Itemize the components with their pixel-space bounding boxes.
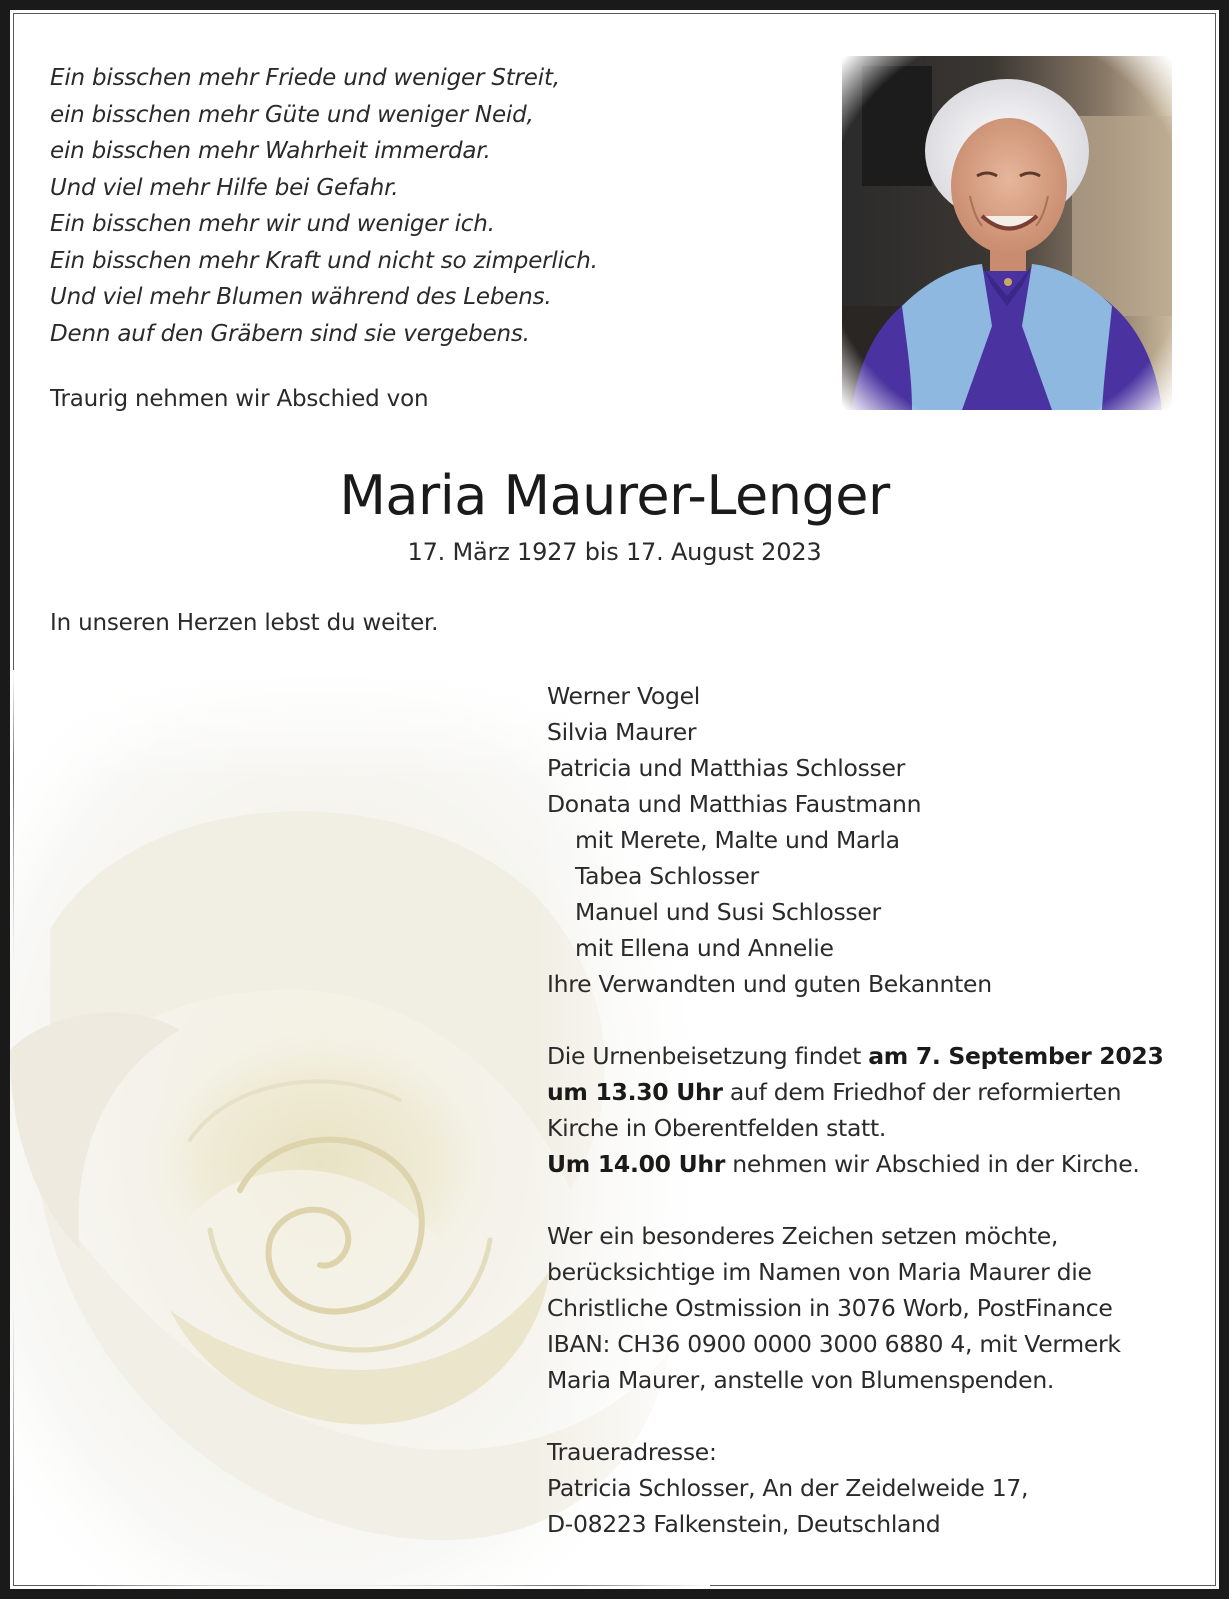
poem-line: Und viel mehr Hilfe bei Gefahr. bbox=[50, 174, 399, 201]
service-text: auf dem Friedhof der reformierten bbox=[722, 1078, 1122, 1106]
poem-line: Ein bisschen mehr wir und weniger ich. bbox=[50, 211, 495, 237]
portrait-photo bbox=[842, 56, 1172, 410]
address-line: D-08223 Falkenstein, Deutschland bbox=[547, 1510, 941, 1538]
service-text: nehmen wir Abschied in der Kirche. bbox=[725, 1150, 1140, 1178]
donation-line: berücksichtige im Namen von Maria Maurer die bbox=[547, 1258, 1092, 1286]
mourner-name: Patricia und Matthias Schlosser bbox=[547, 754, 906, 782]
donation-line: Maria Maurer, anstelle von Blumenspenden. bbox=[547, 1366, 1055, 1394]
mourner-name: Tabea Schlosser bbox=[575, 862, 759, 890]
poem-line: ein bisschen mehr Güte und weniger Neid, bbox=[50, 101, 534, 128]
mourner-name: Donata und Matthias Faustmann bbox=[547, 790, 922, 818]
poem-line: Und viel mehr Blumen während des Lebens. bbox=[50, 284, 552, 310]
service-date: am 7. September 2023 bbox=[868, 1042, 1164, 1070]
closing-sentence: In unseren Herzen lebst du weiter. bbox=[50, 610, 439, 636]
service-text: Die Urnenbeisetzung findet bbox=[547, 1042, 869, 1070]
poem bbox=[50, 60, 598, 352]
service-line bbox=[547, 1146, 1164, 1182]
deceased-name: Maria Maurer-Lenger bbox=[339, 464, 890, 527]
donation-line: IBAN: CH36 0900 0000 3000 6880 4, mit Vermerk bbox=[547, 1330, 1121, 1358]
details-column bbox=[547, 678, 1164, 1542]
poem-line: Ein bisschen mehr Friede und weniger Streit, bbox=[50, 65, 560, 91]
service-line bbox=[547, 1074, 1164, 1110]
mourner-name: Werner Vogel bbox=[547, 682, 700, 710]
mourner-name: Manuel und Susi Schlosser bbox=[575, 898, 881, 926]
service-time: um 13.30 Uhr bbox=[547, 1078, 723, 1106]
service-line bbox=[547, 1038, 1164, 1074]
mourners-closing: Ihre Verwandten und guten Bekannten bbox=[547, 970, 992, 998]
spacer bbox=[547, 1398, 1164, 1434]
mourner-name: Silvia Maurer bbox=[547, 718, 697, 746]
service-line bbox=[547, 1110, 1164, 1146]
poem-line: ein bisschen mehr Wahrheit immerdar. bbox=[50, 138, 491, 164]
farewell-time: Um 14.00 Uhr bbox=[547, 1150, 726, 1178]
donation-line: Wer ein besonderes Zeichen setzen möchte, bbox=[547, 1222, 1059, 1250]
donation-line: Christliche Ostmission in 3076 Worb, PostFinance bbox=[547, 1294, 1113, 1322]
spacer bbox=[547, 1182, 1164, 1218]
mourner-name: mit Merete, Malte und Marla bbox=[575, 826, 900, 854]
address-line: Patricia Schlosser, An der Zeidelweide 17, bbox=[547, 1474, 1029, 1502]
life-dates: 17. März 1927 bis 17. August 2023 bbox=[407, 538, 822, 566]
poem-line: Denn auf den Gräbern sind sie vergebens. bbox=[50, 320, 530, 347]
poem-line: Ein bisschen mehr Kraft und nicht so zimperlich. bbox=[50, 247, 598, 274]
mourner-name: mit Ellena und Annelie bbox=[575, 934, 834, 962]
address-label: Traueradresse: bbox=[547, 1438, 717, 1466]
spacer bbox=[547, 1002, 1164, 1038]
service-text: Kirche in Oberentfelden statt. bbox=[547, 1114, 887, 1142]
intro-text: Traurig nehmen wir Abschied von bbox=[50, 386, 429, 412]
